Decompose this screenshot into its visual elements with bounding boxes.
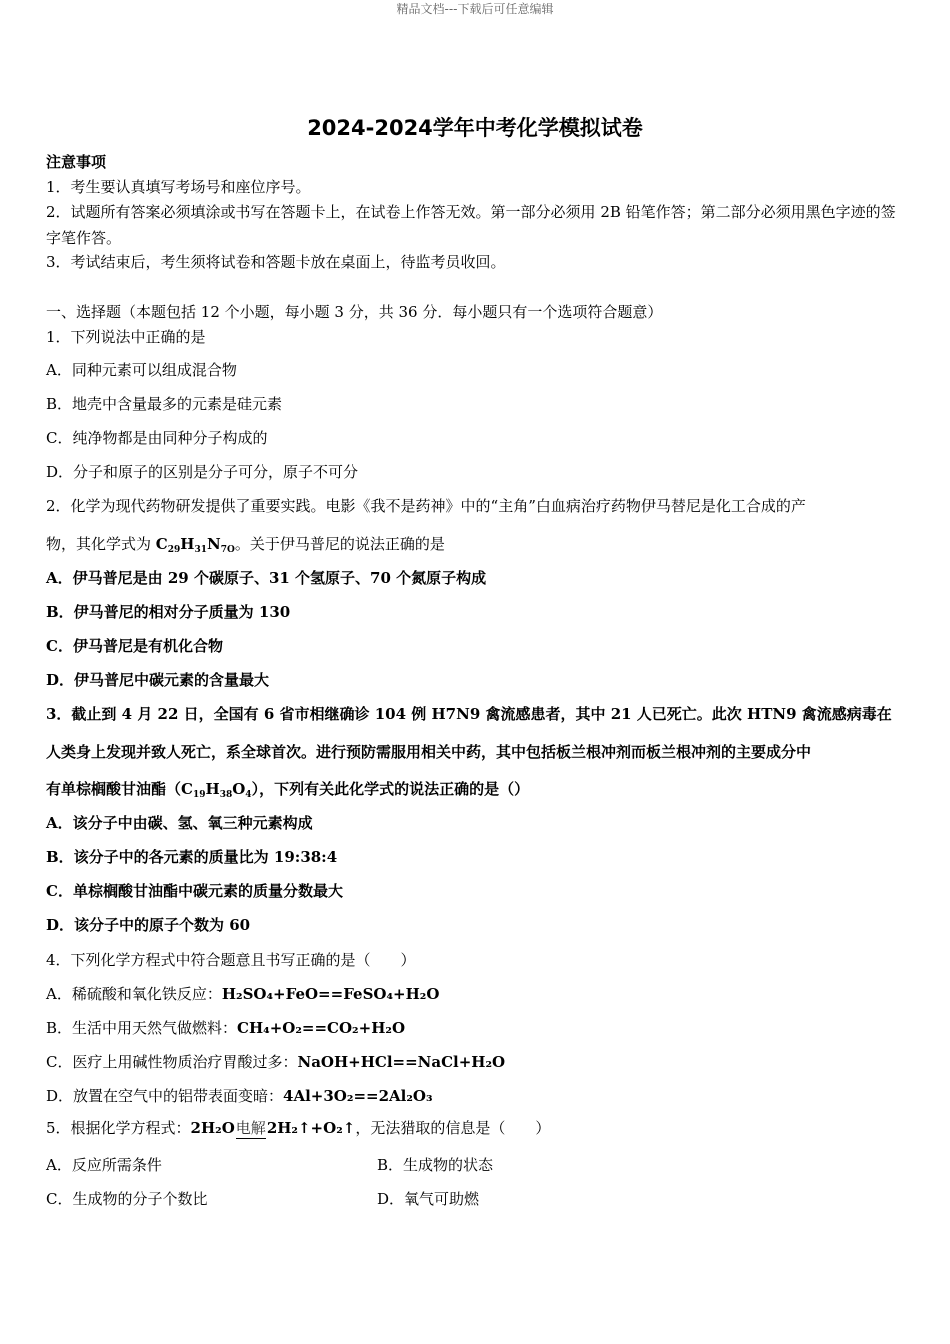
q2-option-b: B．伊马普尼的相对分子质量为 130 [46,603,291,621]
q1-option-b: B．地壳中含量最多的元素是硅元素 [46,395,283,413]
q5-reaction-condition: 电解 [235,1119,266,1137]
q4-option-a: A．稀硫酸和氧化铁反应：H₂SO₄+FeO==FeSO₄+H₂O [46,985,440,1003]
q2-stem-line1: 2．化学为现代药物研发提供了重要实践。电影《我不是药神》中的“主角”白血病治疗药物伊马替尼是化工合成的产 [46,497,806,515]
q1-stem: 1．下列说法中正确的是 [46,328,206,346]
q4-option-a-equation: H₂SO₄+FeO==FeSO₄+H₂O [221,985,440,1003]
notice-heading: 注意事项 [46,153,107,171]
q3-option-d: D．该分子中的原子个数为 60 [46,916,251,934]
q5-option-d: D．氧气可助燃 [377,1190,480,1208]
q2-stem-line2-post: 。关于伊马普尼的说法正确的是 [234,535,445,553]
q4-option-b: B．生活中用天然气做燃料：CH₄+O₂==CO₂+H₂O [46,1019,406,1037]
q4-stem: 4．下列化学方程式中符合题意且书写正确的是（ ） [46,951,416,969]
q3-stem-line1: 3．截止到 4 月 22 日，全国有 6 省市相继确诊 104 例 H7N9 禽流感患者，其中 21 人已死亡。此次 HTN9 禽流感病毒在 [46,705,892,723]
q3-stem-line2: 人类身上发现并致人死亡，系全球首次。进行预防需服用相关中药，其中包括板兰根冲剂而板兰根冲剂的主要成分中 [46,743,812,761]
q2-option-d: D．伊马普尼中碳元素的含量最大 [46,671,270,689]
q1-option-d: D．分子和原子的区别是分子可分，原子不可分 [46,463,359,481]
q2-option-a: A．伊马普尼是由 29 个碳原子、31 个氢原子、70 个氮原子构成 [46,569,487,587]
notice-item-1: 1．考生要认真填写考场号和座位序号。 [46,178,311,196]
q1-option-a: A．同种元素可以组成混合物 [46,361,237,379]
q3-stem-line3: 有单棕榈酸甘油酯$(C_{19}H_{38}O_4)$，下列有关此化学式的说法正确的是（） [46,780,530,800]
q4-option-b-equation: CH₄+O₂==CO₂+H₂O [237,1019,406,1037]
q2-stem-line2-pre: 物，其化学式为 [46,535,156,553]
q5-products: 2H₂↑+O₂↑ [266,1119,356,1137]
exam-title: 2024-2024学年中考化学模拟试卷 [307,116,643,140]
header-watermark: 精品文档---下载后可任意编辑 [396,2,554,16]
q5-stem: 5．根据化学方程式：2H₂O电解2H₂↑+O₂↑，无法猎取的信息是（ ） [46,1119,551,1137]
section-heading: 一、选择题（本题包括 12 个小题，每小题 3 分，共 36 分．每小题只有一个选项符合题意） [46,303,663,321]
q5-reactant: 2H₂O [190,1119,235,1137]
q2-option-c: C．伊马普尼是有机化合物 [46,637,223,655]
q5-option-c: C．生成物的分子个数比 [46,1190,208,1208]
q3-option-a: A．该分子中由碳、氢、氧三种元素构成 [46,814,313,832]
q4-option-c-equation: NaOH+HCl==NaCl+H₂O [297,1053,506,1071]
q2-stem-line2 [46,534,445,554]
q2-formula: $C_{29}H_{31}N_{7O}$ [155,535,235,555]
q3-option-c: C．单棕榈酸甘油酯中碳元素的质量分数最大 [46,882,343,900]
q3-formula: $C_{19}H_{38}O_4$ [181,780,252,800]
q4-option-d-equation: 4Al+3O₂==2Al₂O₃ [283,1087,433,1105]
q1-option-c: C．纯净物都是由同种分子构成的 [46,429,268,447]
notice-item-2: 2．试题所有答案必须填涂或书写在答题卡上，在试卷上作答无效。第一部分必须用 2B 铅笔作答；第二部分必须用黑色字迹的签字笔作答。 [46,203,896,247]
q4-option-c: C．医疗上用碱性物质治疗胃酸过多：NaOH+HCl==NaCl+H₂O [46,1053,506,1071]
q3-option-b: B．该分子中的各元素的质量比为 19:38:4 [46,848,338,866]
q5-option-b: B．生成物的状态 [377,1156,494,1174]
q5-option-a: A．反应所需条件 [46,1156,162,1174]
notice-item-3: 3．考试结束后，考生须将试卷和答题卡放在桌面上，待监考员收回。 [46,253,506,271]
q4-option-d: D．放置在空气中的铝带表面变暗：4Al+3O₂==2Al₂O₃ [46,1087,433,1105]
